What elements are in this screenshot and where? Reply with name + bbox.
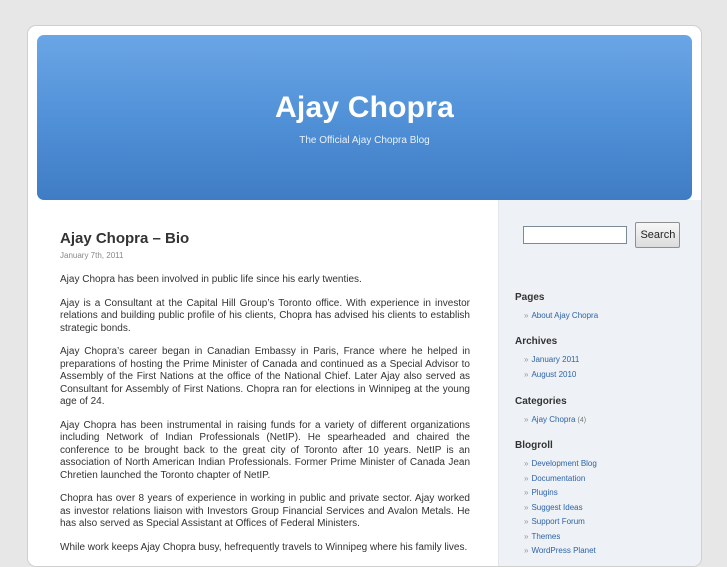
post-paragraph: While work keeps Ajay Chopra busy, hefrequently travels to Winnipeg where his family lives. — [60, 541, 468, 553]
categories-widget — [515, 396, 695, 429]
page-container — [27, 25, 702, 567]
post-paragraph: Ajay Chopra has been involved in public life since his early twenties. — [60, 274, 362, 285]
blogroll-link-suggest-ideas[interactable]: Suggest Ideas — [531, 502, 583, 512]
list-item: » Suggest Ideas — [524, 502, 583, 512]
post-title[interactable]: Ajay Chopra – Bio — [60, 230, 190, 247]
blogroll-link-plugins[interactable]: Plugins — [531, 488, 558, 497]
list-item: » Plugins — [524, 488, 558, 497]
search-input[interactable] — [523, 226, 627, 244]
blogroll-link-wordpress-planet[interactable]: WordPress Planet — [531, 546, 596, 555]
blog-title[interactable]: Ajay Chopra — [275, 91, 454, 124]
archives-widget — [515, 336, 695, 382]
post-paragraph: Chopra has over 8 years of experience in working in public and private sector. Ajay worked as investor relations liaison with Investors Group Financial Services and Avalon Metals. He has also served as Special Assistant at Offices of Federal Ministers. — [60, 493, 470, 529]
post-content — [60, 230, 470, 554]
list-item: » Ajay Chopra (4) — [524, 415, 587, 424]
categories-heading: Categories — [515, 396, 567, 407]
category-link-ajay-chopra[interactable]: Ajay Chopra — [531, 415, 576, 424]
archives-heading: Archives — [515, 336, 558, 347]
list-item: » About Ajay Chopra — [524, 311, 599, 320]
blogroll-link-development-blog[interactable]: Development Blog — [531, 459, 597, 468]
page-link-about[interactable]: About Ajay Chopra — [531, 311, 599, 320]
pages-heading: Pages — [515, 292, 545, 303]
sidebar — [498, 200, 702, 567]
blogroll-link-documentation[interactable]: Documentation — [531, 473, 586, 483]
archive-link-january-2011[interactable]: January 2011 — [531, 355, 580, 364]
archive-link-august-2010[interactable]: August 2010 — [531, 369, 577, 379]
category-count: (4) — [577, 417, 587, 424]
post-date: January 7th, 2011 — [60, 251, 124, 260]
blog-description: The Official Ajay Chopra Blog — [299, 135, 430, 146]
list-item: » August 2010 — [524, 369, 577, 379]
search-button[interactable]: Search — [635, 222, 680, 248]
blogroll-link-themes[interactable]: Themes — [531, 531, 561, 541]
list-item: » WordPress Planet — [524, 546, 596, 555]
search-form — [523, 222, 680, 248]
list-item: » Development Blog — [524, 459, 597, 468]
pages-widget — [515, 292, 695, 324]
blogroll-widget — [515, 440, 695, 559]
list-item: » Themes — [524, 531, 561, 541]
post-paragraph: Ajay Chopra has been instrumental in raising funds for a variety of different organizations including Network of Indian Professionals (NetIP). He spearheaded and chaired the conference to be brought back to the great city of Toronto after 10 years. NetIP is an association of North American Indian Professionals. Former Prime Minister of Canada Jean Chretien launched the Toronto chapter of NetIP. — [60, 419, 470, 481]
blogroll-link-support-forum[interactable]: Support Forum — [531, 517, 585, 526]
blog-header — [37, 35, 692, 200]
list-item: » Documentation — [524, 473, 586, 483]
blogroll-heading: Blogroll — [515, 440, 553, 451]
list-item: » Support Forum — [524, 517, 585, 526]
list-item: » January 2011 — [524, 355, 580, 364]
post-paragraph: Ajay Chopra’s career began in Canadian Embassy in Paris, France where he helped in preparations of hosting the Prime Minister of Canada and continued as a Special Advisor to Assembly of the First Nations at the office of the National Chief. Later Ajay also served as Consultant for Assembly of First Nations. Chopra ran for elections in Winnipeg at the young age of 24. — [60, 346, 470, 407]
post-paragraph: Ajay is a Consultant at the Capital Hill Group’s Toronto office. With experience in investor relations and building public profile of his clients, Chopra has advised his clients to establish strategic bonds. — [60, 297, 470, 334]
